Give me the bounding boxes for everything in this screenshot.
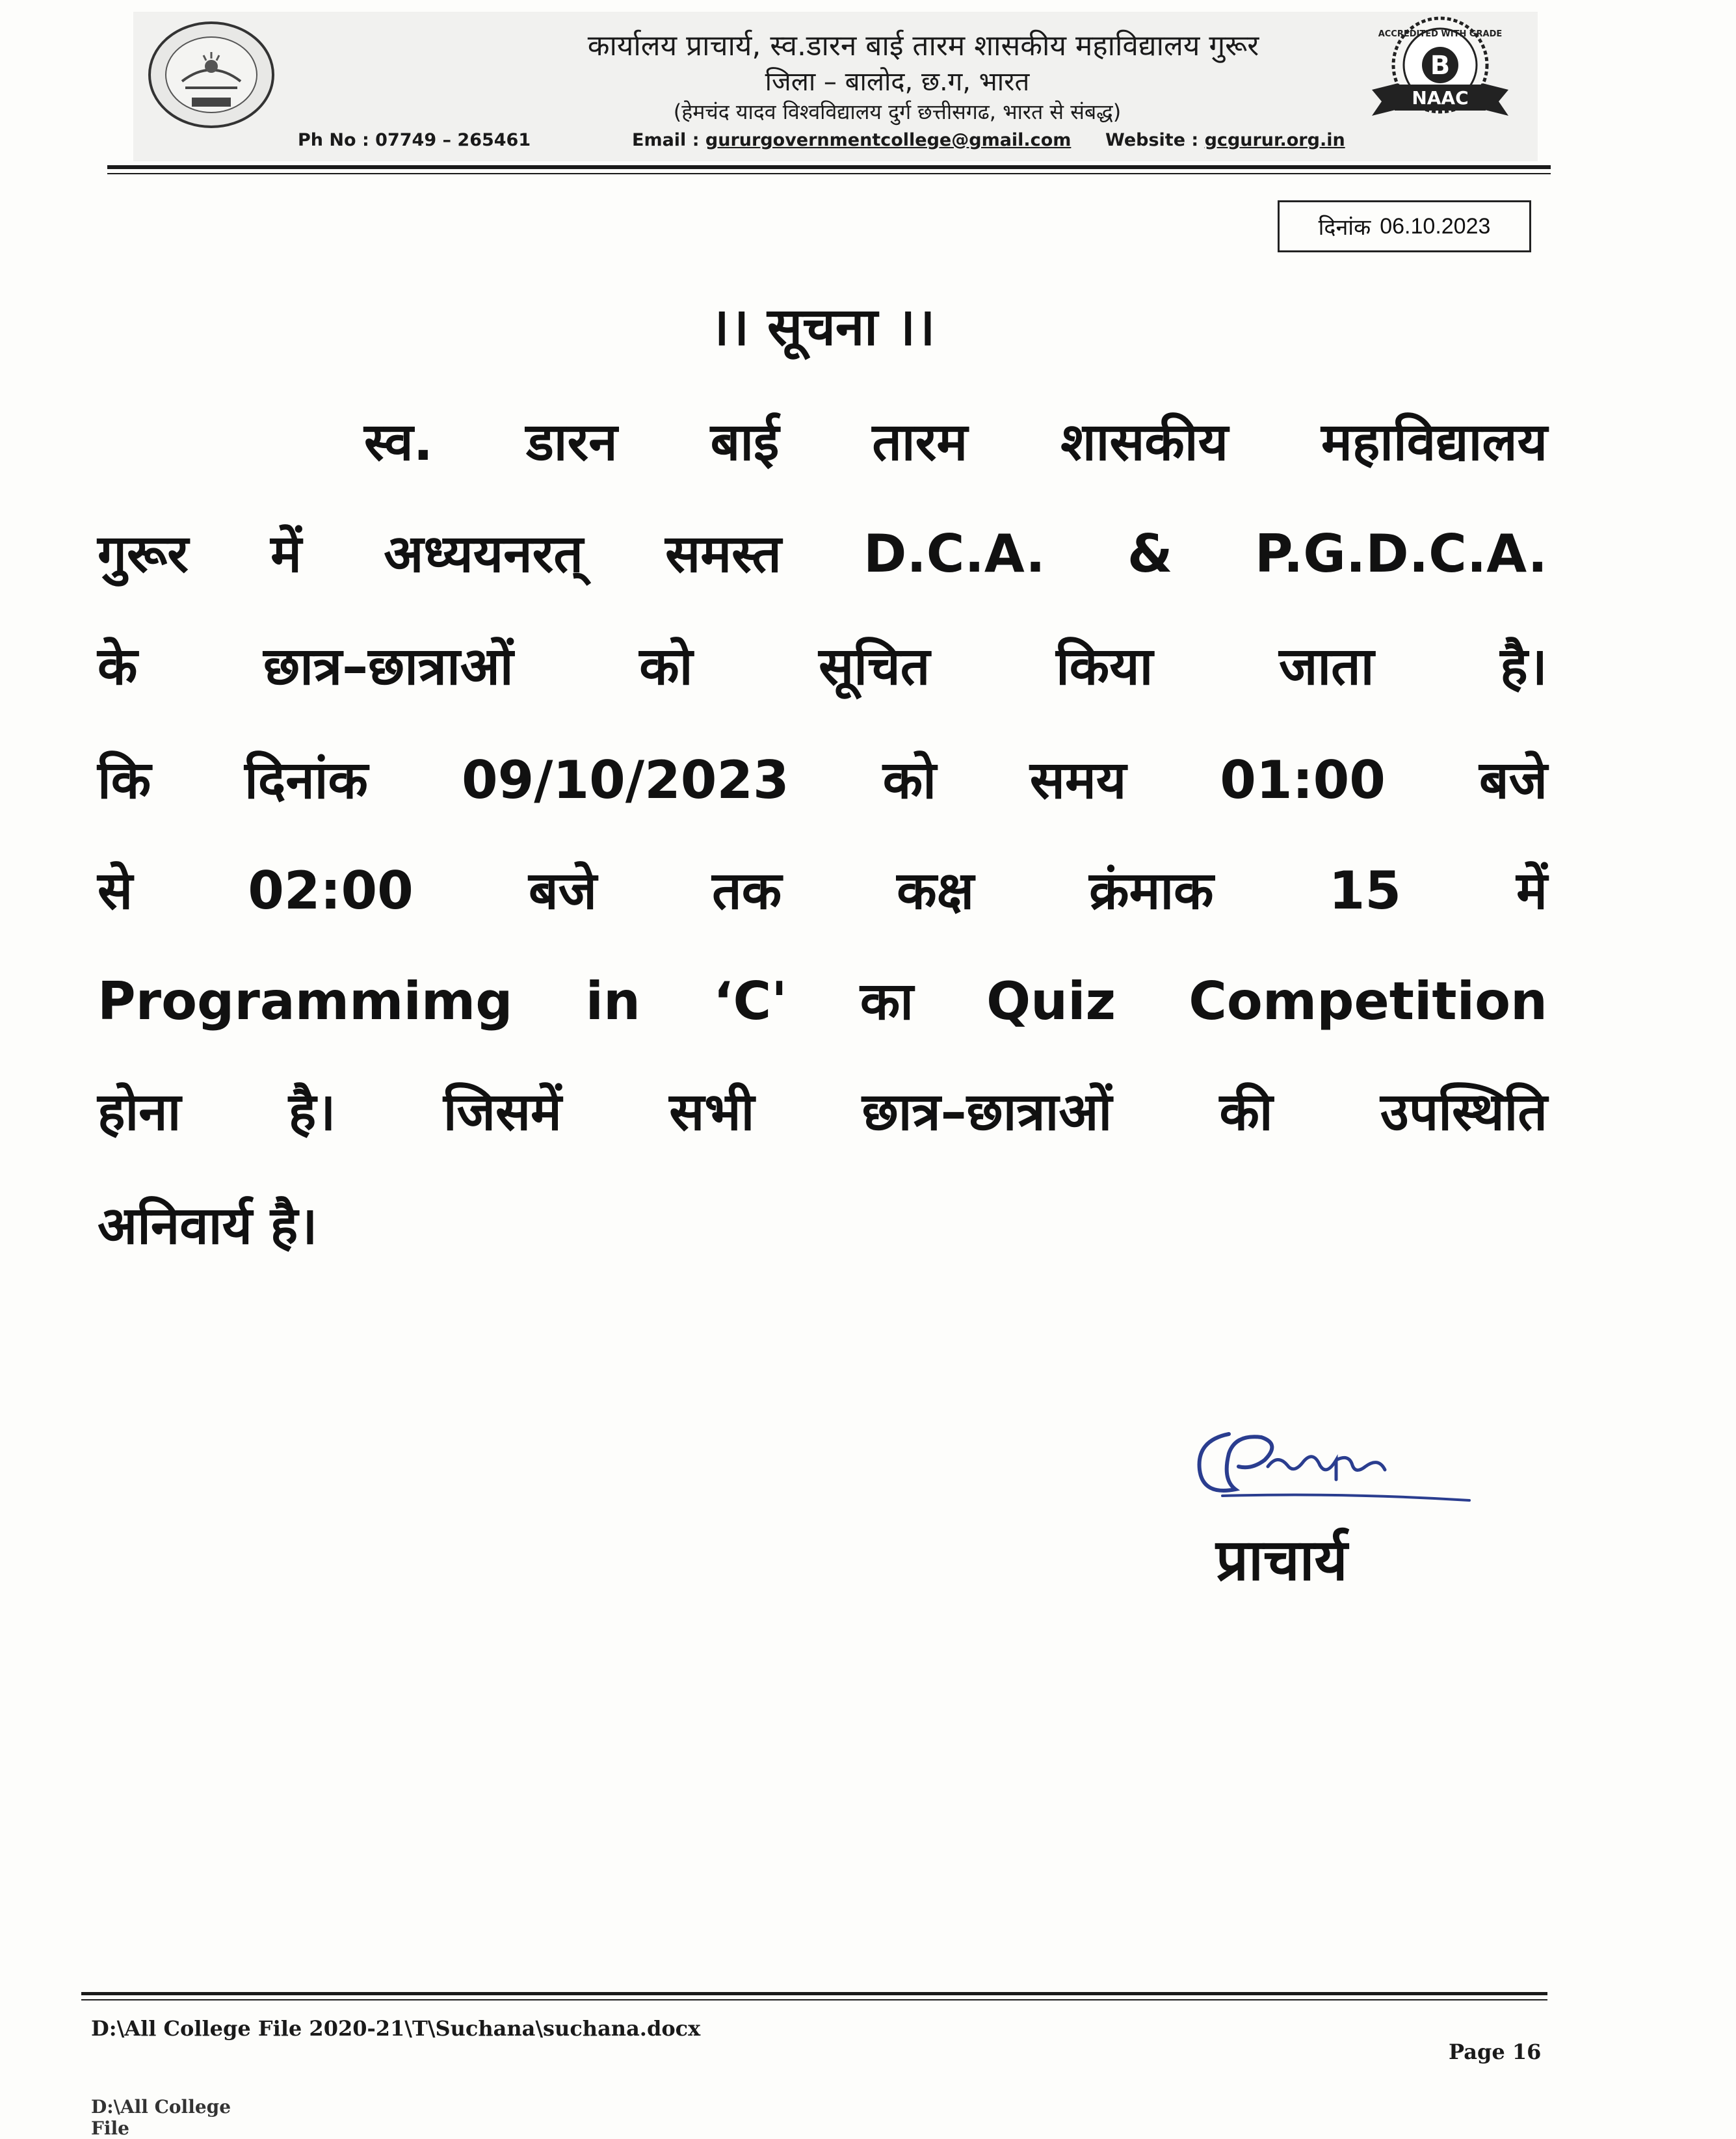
- signatory-title: प्राचार्य: [1216, 1526, 1348, 1593]
- naac-grade: B: [1430, 51, 1451, 81]
- notice-line: कि दिनांक 09/10/2023 को समय 01:00 बजे: [98, 750, 1547, 810]
- email-link[interactable]: gururgovernmentcollege@gmail.com: [705, 130, 1072, 150]
- notice-line: स्व. डारन बाई तारम शासकीय महाविद्यालय: [364, 412, 1547, 472]
- footer-divider: [81, 1992, 1547, 1995]
- naac-label: NAAC: [1412, 87, 1469, 109]
- notice-line: अनिवार्य है।: [98, 1195, 318, 1256]
- date-box: [1278, 200, 1531, 252]
- notice-heading: ।। सूचना ।।: [709, 297, 936, 357]
- email-contact: [632, 130, 1071, 150]
- footer-divider-thin: [81, 1999, 1547, 2000]
- website-contact: [1105, 130, 1345, 150]
- notice-line: से 02:00 बजे तक कक्ष क्रंमाक 15 में: [98, 860, 1547, 921]
- naac-arc-text: ACCREDITED WITH GRADE: [1378, 29, 1503, 39]
- college-affiliation: (हेमचंद यादव विश्वविद्यालय दुर्ग छत्तीसगढ, भारत से संबद्ध): [673, 100, 1122, 124]
- handwritten-signature: [1183, 1415, 1482, 1512]
- notice-line: के छात्र–छात्राओं को सूचित किया जाता है।: [98, 636, 1547, 697]
- phone-label: Ph No :: [298, 130, 369, 150]
- notice-line: गुरूर में अध्ययनरत् समस्त D.C.A. & P.G.D.C.A.: [98, 524, 1547, 584]
- date-label: दिनांक: [1318, 215, 1371, 241]
- footer-page-number: Page 16: [1449, 2039, 1542, 2064]
- date-value: 06.10.2023: [1380, 213, 1491, 239]
- email-label: Email :: [632, 130, 700, 150]
- phone-contact: [298, 130, 531, 150]
- notice-line: Programmimg in ‘C' का Quiz Competition: [98, 971, 1547, 1031]
- letterhead-divider: [107, 165, 1551, 169]
- college-district: जिला – बालोद, छ.ग, भारत: [765, 67, 1030, 97]
- footer-bleed-through: [91, 2091, 260, 2139]
- website-link[interactable]: gcgurur.org.in: [1204, 130, 1345, 150]
- notice-line: होना है। जिसमें सभी छात्र–छात्राओं की उपस्थिति: [98, 1082, 1547, 1142]
- phone-number: 07749 – 265461: [375, 130, 531, 150]
- footer-file-path: D:\All College File 2020-21\T\Suchana\suchana.docx: [91, 2016, 701, 2041]
- college-office-title: कार्यालय प्राचार्य, स्व.डारन बाई तारम शासकीय महाविद्यालय गुरूर: [587, 29, 1259, 62]
- footer-bleed-text: D:\All College File: [91, 2096, 231, 2139]
- website-label: Website :: [1105, 130, 1199, 150]
- letterhead-divider-thin: [107, 173, 1551, 174]
